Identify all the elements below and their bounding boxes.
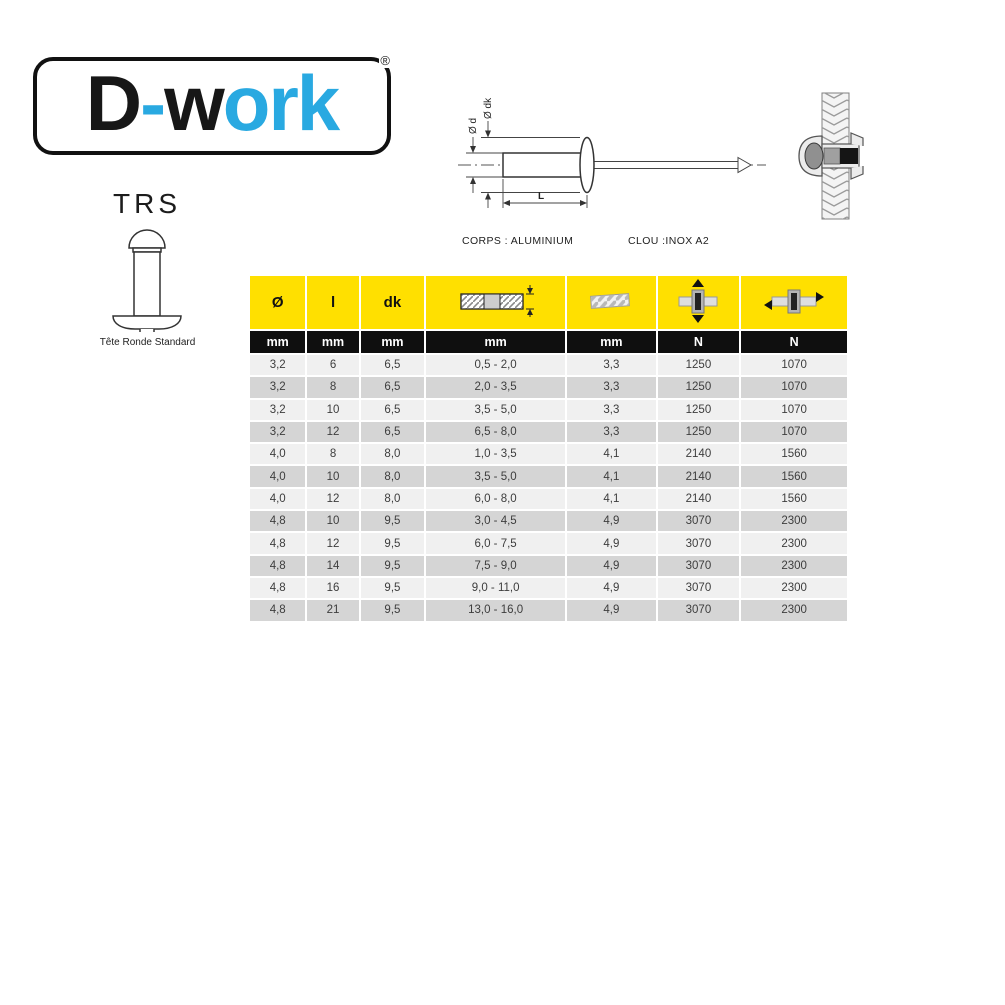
table-row xyxy=(250,355,847,375)
table-cell: 12 xyxy=(307,489,358,509)
table-cell: 2,0 - 3,5 xyxy=(426,377,565,397)
table-cell: 4,8 xyxy=(250,511,305,531)
table-cell: 4,8 xyxy=(250,600,305,620)
installed-rivet-cross-section-drawing xyxy=(795,90,883,222)
brand-logo xyxy=(33,53,391,155)
table-row xyxy=(250,466,847,486)
table-units-row xyxy=(250,331,847,353)
body-material-caption: CORPS : ALUMINIUM xyxy=(462,235,574,247)
table-row xyxy=(250,489,847,509)
table-cell: 2300 xyxy=(741,533,847,553)
table-cell: 1560 xyxy=(741,444,847,464)
dim-label-d: Ø d xyxy=(468,117,479,134)
table-cell: 9,5 xyxy=(361,533,424,553)
table-cell: 6 xyxy=(307,355,358,375)
table-cell: 1070 xyxy=(741,377,847,397)
logo-seg-4: ork xyxy=(222,59,339,147)
col-header-head-diameter: dk xyxy=(361,276,424,329)
table-row xyxy=(250,511,847,531)
table-cell: 12 xyxy=(307,422,358,442)
table-cell: 4,9 xyxy=(567,511,656,531)
rivet-body xyxy=(503,153,583,177)
spec-table-body xyxy=(250,355,847,621)
table-cell: 21 xyxy=(307,600,358,620)
table-cell: 1070 xyxy=(741,400,847,420)
table-cell: 6,0 - 7,5 xyxy=(426,533,565,553)
table-row xyxy=(250,400,847,420)
round-head-rivet-front-view-drawing xyxy=(92,220,202,332)
table-cell: 1560 xyxy=(741,466,847,486)
table-cell: 4,1 xyxy=(567,466,656,486)
table-header-row xyxy=(250,276,847,329)
table-row xyxy=(250,377,847,397)
table-cell: 3,0 - 4,5 xyxy=(426,511,565,531)
table-row xyxy=(250,444,847,464)
table-row xyxy=(250,533,847,553)
col-header-drill-diameter xyxy=(567,276,656,329)
tensile-strength-icon xyxy=(675,278,721,324)
table-cell: 8,0 xyxy=(361,444,424,464)
table-cell: 9,5 xyxy=(361,600,424,620)
registered-trademark-icon: ® xyxy=(380,53,390,68)
unit-cell: mm xyxy=(250,331,305,353)
table-cell: 13,0 - 16,0 xyxy=(426,600,565,620)
table-cell: 2140 xyxy=(658,489,740,509)
table-cell: 9,5 xyxy=(361,578,424,598)
drill-bit-icon xyxy=(589,292,633,310)
brand-logo-text xyxy=(85,59,339,148)
table-cell: 1250 xyxy=(658,377,740,397)
table-cell: 3070 xyxy=(658,533,740,553)
table-cell: 7,5 - 9,0 xyxy=(426,556,565,576)
table-cell: 9,5 xyxy=(361,556,424,576)
table-cell: 8,0 xyxy=(361,489,424,509)
table-cell: 4,8 xyxy=(250,556,305,576)
table-cell: 4,9 xyxy=(567,600,656,620)
table-cell: 9,5 xyxy=(361,511,424,531)
rivet-dimension-drawing xyxy=(440,75,770,235)
logo-seg-1: D xyxy=(85,59,141,147)
table-cell: 1250 xyxy=(658,400,740,420)
table-cell: 3,5 - 5,0 xyxy=(426,400,565,420)
col-header-tensile-strength xyxy=(658,276,740,329)
unit-cell: mm xyxy=(567,331,656,353)
col-header-diameter: Ø xyxy=(250,276,305,329)
table-cell: 10 xyxy=(307,511,358,531)
rivet-head-flange xyxy=(580,138,594,193)
table-cell: 1250 xyxy=(658,422,740,442)
table-cell: 6,5 xyxy=(361,422,424,442)
logo-seg-2: - xyxy=(140,59,165,147)
table-cell: 4,9 xyxy=(567,556,656,576)
clamping-range-icon xyxy=(455,284,537,318)
table-cell: 14 xyxy=(307,556,358,576)
unit-cell: N xyxy=(658,331,740,353)
table-cell: 4,1 xyxy=(567,489,656,509)
unit-cell: N xyxy=(741,331,847,353)
table-cell: 1070 xyxy=(741,355,847,375)
table-cell: 3,2 xyxy=(250,422,305,442)
nail-material-caption: CLOU :INOX A2 xyxy=(628,235,710,247)
table-cell: 4,9 xyxy=(567,533,656,553)
unit-cell: mm xyxy=(426,331,565,353)
table-cell: 4,8 xyxy=(250,533,305,553)
col-header-shear-strength xyxy=(741,276,847,329)
shear-strength-icon xyxy=(763,284,825,318)
table-cell: 9,0 - 11,0 xyxy=(426,578,565,598)
table-cell: 3,3 xyxy=(567,377,656,397)
table-cell: 3,3 xyxy=(567,422,656,442)
table-cell: 4,1 xyxy=(567,444,656,464)
table-cell: 2140 xyxy=(658,444,740,464)
table-cell: 3,2 xyxy=(250,355,305,375)
table-cell: 3070 xyxy=(658,578,740,598)
table-row xyxy=(250,422,847,442)
mandrel-stem xyxy=(590,162,738,169)
table-cell: 6,5 xyxy=(361,355,424,375)
table-cell: 3070 xyxy=(658,511,740,531)
table-cell: 6,5 xyxy=(361,377,424,397)
table-cell: 10 xyxy=(307,400,358,420)
table-cell: 12 xyxy=(307,533,358,553)
spec-table xyxy=(248,274,849,623)
table-cell: 8 xyxy=(307,377,358,397)
product-code: TRS xyxy=(113,188,181,219)
table-cell: 3,5 - 5,0 xyxy=(426,466,565,486)
table-cell: 4,0 xyxy=(250,489,305,509)
table-cell: 6,0 - 8,0 xyxy=(426,489,565,509)
table-cell: 2140 xyxy=(658,466,740,486)
table-cell: 2300 xyxy=(741,578,847,598)
table-cell: 3070 xyxy=(658,556,740,576)
table-cell: 1560 xyxy=(741,489,847,509)
table-cell: 1250 xyxy=(658,355,740,375)
dim-label-l: L xyxy=(537,191,545,202)
table-row xyxy=(250,600,847,620)
logo-seg-3: w xyxy=(164,59,223,147)
table-cell: 1070 xyxy=(741,422,847,442)
table-cell: 3070 xyxy=(658,600,740,620)
table-cell: 16 xyxy=(307,578,358,598)
table-cell: 8 xyxy=(307,444,358,464)
table-cell: 3,2 xyxy=(250,400,305,420)
table-cell: 3,2 xyxy=(250,377,305,397)
col-header-length: l xyxy=(307,276,358,329)
table-row xyxy=(250,556,847,576)
table-cell: 6,5 xyxy=(361,400,424,420)
table-cell: 2300 xyxy=(741,600,847,620)
table-cell: 6,5 - 8,0 xyxy=(426,422,565,442)
unit-cell: mm xyxy=(361,331,424,353)
table-cell: 3,3 xyxy=(567,400,656,420)
table-cell: 4,0 xyxy=(250,444,305,464)
mandrel-tip xyxy=(738,158,751,173)
table-cell: 2300 xyxy=(741,511,847,531)
table-cell: 4,8 xyxy=(250,578,305,598)
table-cell: 10 xyxy=(307,466,358,486)
dim-label-dk: Ø dk xyxy=(483,97,494,119)
table-cell: 4,0 xyxy=(250,466,305,486)
table-cell: 4,9 xyxy=(567,578,656,598)
table-row xyxy=(250,578,847,598)
table-cell: 3,3 xyxy=(567,355,656,375)
table-cell: 1,0 - 3,5 xyxy=(426,444,565,464)
col-header-clamping-range xyxy=(426,276,565,329)
table-cell: 2300 xyxy=(741,556,847,576)
product-label: Tête Ronde Standard xyxy=(99,337,196,348)
unit-cell: mm xyxy=(307,331,358,353)
table-cell: 0,5 - 2,0 xyxy=(426,355,565,375)
table-cell: 8,0 xyxy=(361,466,424,486)
